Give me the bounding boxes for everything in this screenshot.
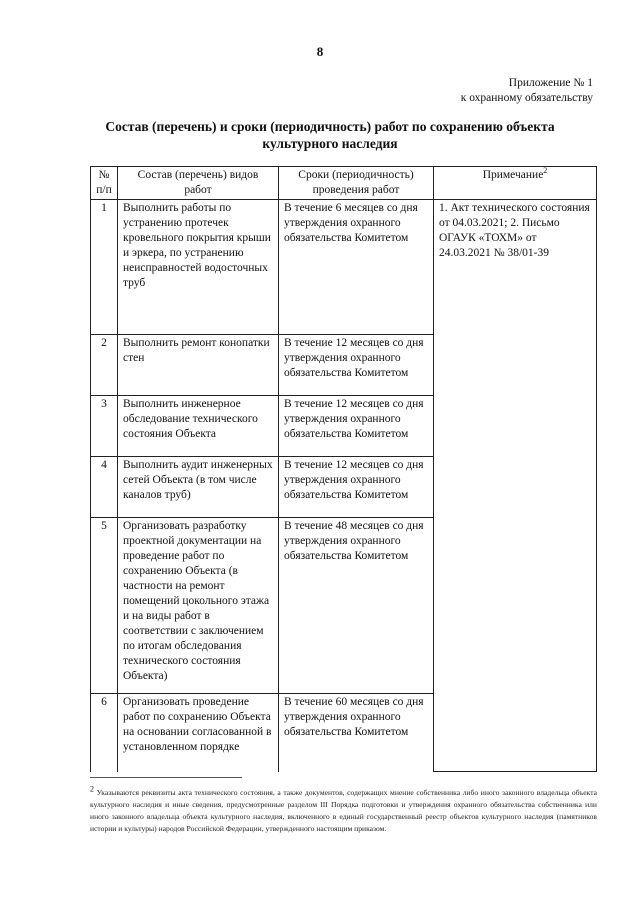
document-title-line-1: Состав (перечень) и сроки (периодичность) работ по сохранению объекта: [105, 119, 555, 134]
document-title-line-2: культурного наследия: [262, 136, 398, 151]
row-num: 6: [91, 694, 118, 772]
footnote: [90, 784, 597, 835]
row-work: Выполнить аудит инженерных сетей Объекта (в том числе каналов труб): [118, 457, 279, 518]
footnote-mark: 2: [90, 784, 94, 794]
row-term: В течение 6 месяцев со дня утверждения охранного обязательства Комитетом: [279, 200, 434, 335]
row-num: 5: [91, 518, 118, 694]
row-term: В течение 48 месяцев со дня утверждения охранного обязательства Комитетом: [279, 518, 434, 694]
table-row: [91, 200, 597, 335]
row-num: 1: [91, 200, 118, 335]
header-note: [434, 167, 597, 200]
row-term: В течение 12 месяцев со дня утверждения охранного обязательства Комитетом: [279, 396, 434, 457]
document-title: [95, 118, 565, 152]
row-term: В течение 60 месяцев со дня утверждения охранного обязательства Комитетом: [279, 694, 434, 772]
header-term: Сроки (периодичность) проведения работ: [279, 167, 434, 200]
header-note-label: Примечание: [482, 169, 544, 181]
row-term: В течение 12 месяцев со дня утверждения охранного обязательства Комитетом: [279, 457, 434, 518]
header-num: № п/п: [91, 167, 118, 200]
row-work: Выполнить работы по устранению протечек кровельного покрытия крыши и эркера, по устранению неисправностей водосточных труб: [118, 200, 279, 335]
appendix-line-2: к охранному обязательству: [460, 92, 593, 104]
row-work: Выполнить ремонт конопатки стен: [118, 335, 279, 396]
works-table: [90, 166, 597, 772]
row-work: Организовать разработку проектной документации на проведение работ по сохранению Объекта (в частности на ремонт помещений цокольного этажа и на виды работ в соответствии с заключением по итогам обследования технического состояния Объекта): [118, 518, 279, 694]
footnote-divider: [90, 777, 242, 778]
note-cell: 1. Акт технического состояния от 04.03.2021; 2. Письмо ОГАУК «ТОХМ» от 24.03.2021 № 38/01-39: [434, 200, 597, 772]
page-number: 8: [316, 44, 324, 59]
row-work: Выполнить инженерное обследование технического состояния Объекта: [118, 396, 279, 457]
footnote-text: Указываются реквизиты акта технического состояния, а также документов, содержащих мнение собственника либо иного законного владельца объекта культурного наследия и иные сведения, предусмотренные разделом III Порядка подготовки и утверждения охранного обязательства собственника или иного законного владельца объекта культурного наследия, включенного в единый государственный реестр объектов культурного наследия (памятников истории и культуры) народов Российской Федерации, утвержденного настоящим приказом.: [90, 788, 597, 833]
row-num: 3: [91, 396, 118, 457]
row-num: 2: [91, 335, 118, 396]
appendix-line-1: Приложение № 1: [508, 77, 593, 89]
row-work: Организовать проведение работ по сохранению Объекта на основании согласованной в установленном порядке: [118, 694, 279, 772]
header-work: Состав (перечень) видов работ: [118, 167, 279, 200]
row-term: В течение 12 месяцев со дня утверждения охранного обязательства Комитетом: [279, 335, 434, 396]
table-header-row: [91, 167, 597, 200]
row-num: 4: [91, 457, 118, 518]
appendix-header: [461, 76, 593, 106]
header-note-footnote-mark: 2: [543, 166, 548, 176]
